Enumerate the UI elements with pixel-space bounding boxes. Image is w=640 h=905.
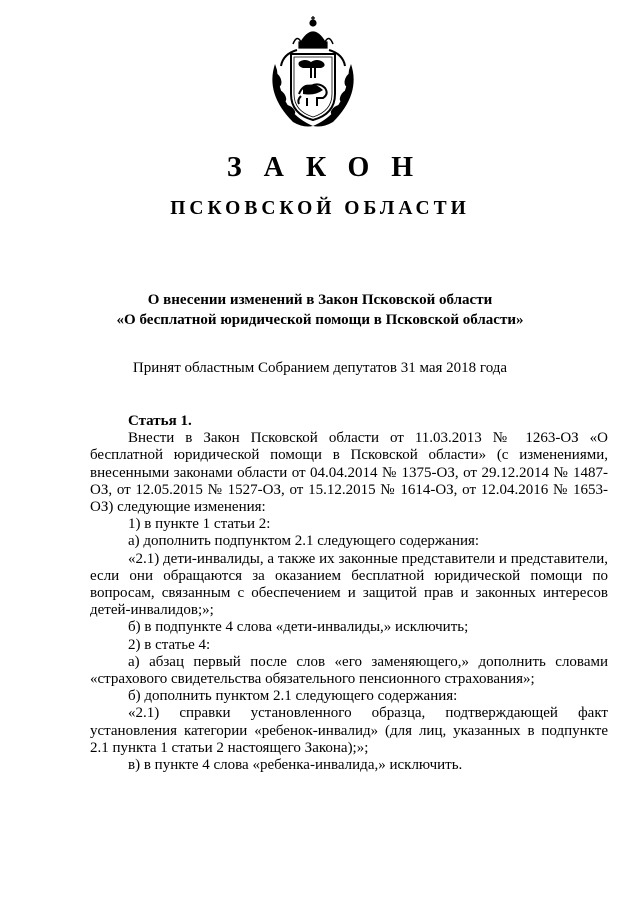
adoption-note: Принят областным Собранием депутатов 31 мая 2018 года: [132, 360, 508, 376]
paragraph: «2.1) справки установленного образца, подтверждающей факт установления категории «ребенок-инвалид» (для лиц, указанных в подпункте 2.1 пункта 1 статьи 2 настоящего Закона);»;: [90, 705, 608, 756]
paragraph: а) дополнить подпунктом 2.1 следующего содержания:: [128, 533, 480, 550]
paragraph: в) в пункте 4 слова «ребенка-инвалида,» исключить.: [128, 757, 463, 774]
article-body: [90, 413, 608, 774]
paragraph: Внести в Закон Псковской области от 11.03.2013 № 1263-ОЗ «О бесплатной юридической помощи в Псковской области» (с изменениями, внесенными законами области от 04.04.2014 № 1375-ОЗ, от 29.12.2014 № 1487-ОЗ, от 12.05.2015 № 1527-ОЗ, от 15.12.2015 № 1614-ОЗ, от 12.04.2016 № 1653-ОЗ) следующие изменения:: [90, 430, 608, 516]
paragraph: б) дополнить пунктом 2.1 следующего содержания:: [128, 688, 458, 705]
paragraph: 1) в пункте 1 статьи 2:: [128, 516, 271, 533]
region-name: ПСКОВСКОЙ ОБЛАСТИ: [170, 198, 470, 219]
paragraph: а) абзац первый после слов «его заменяющего,» дополнить словами «страхового свидетельства обязательного пенсионного страхования»;: [90, 653, 608, 688]
article-heading: Статья 1.: [128, 413, 192, 429]
paragraph: б) в подпункте 4 слова «дети-инвалиды,» исключить;: [128, 619, 469, 636]
law-title: [0, 290, 640, 330]
pskov-coat-of-arms-icon: [263, 14, 363, 132]
law-title-line2: «О бесплатной юридической помощи в Псковской области»: [116, 312, 524, 328]
paragraph: 2) в статье 4:: [128, 636, 211, 653]
law-title-line1: О внесении изменений в Закон Псковской области: [147, 292, 493, 308]
paragraph: «2.1) дети-инвалиды, а также их законные представители и представители, если они обращаются за оказанием бесплатной юридической помощи по вопросам, связанным с обеспечением и защитой прав и законных интересов детей-инвалидов;»;: [90, 550, 608, 619]
document-type: ЗАКОН: [226, 152, 436, 183]
